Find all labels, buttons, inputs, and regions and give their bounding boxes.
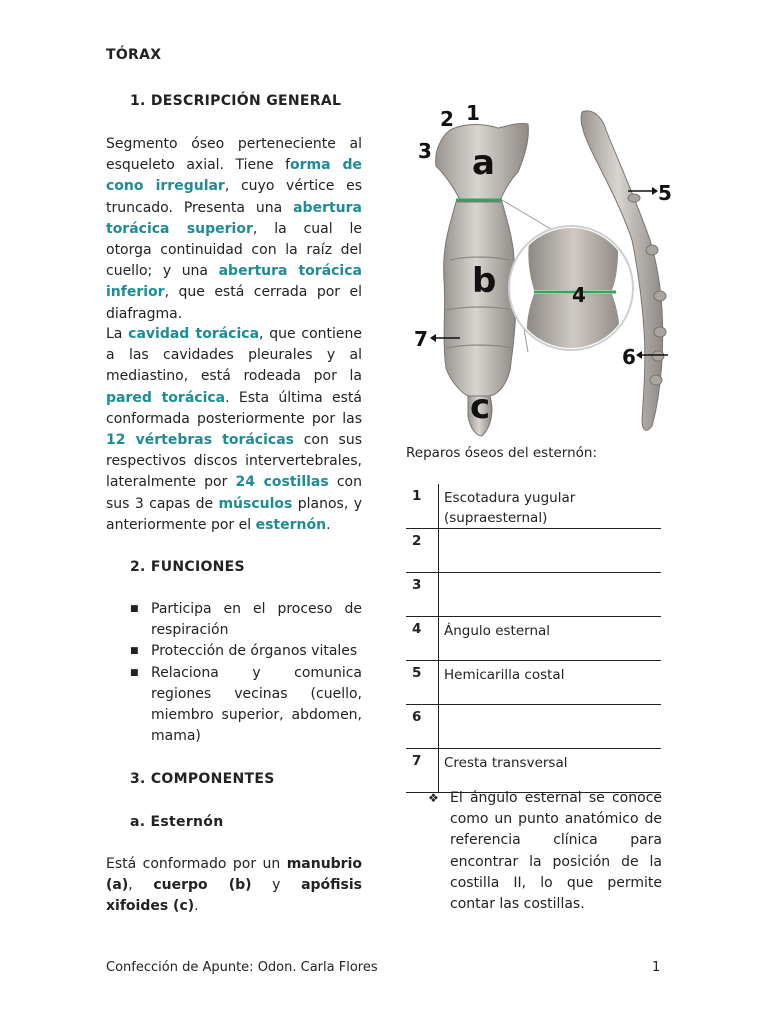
section-heading-componentes: 3. COMPONENTES xyxy=(130,771,275,787)
text-run: , la cual le otorga continuidad con la raíz del cuello; y una xyxy=(106,220,363,280)
reparos-table xyxy=(406,484,661,793)
paragraph-esternon xyxy=(106,854,362,918)
funciones-list xyxy=(130,599,362,747)
bullet-square-icon: ■ xyxy=(130,646,139,657)
table-row: 3 xyxy=(406,573,661,617)
table-row: 1 Escotadura yugular (supraesternal) xyxy=(406,484,661,529)
list-item: ■ Relaciona y comunica regiones vecinas (cuello, miembro superior, abdomen, mama) xyxy=(130,663,362,748)
label-6: 6 xyxy=(622,345,636,369)
list-item: ■ Participa en el proceso de respiración xyxy=(130,599,362,641)
label-b: b xyxy=(472,261,497,301)
label-4: 4 xyxy=(572,283,586,307)
highlighted-term: abertura torácica superior xyxy=(106,199,362,237)
text-run: planos, y anteriormente por el xyxy=(106,495,362,533)
bold-term: apófisis xifoides (c) xyxy=(106,877,363,915)
label-7: 7 xyxy=(414,327,428,351)
highlighted-term: 12 vértebras torácicas xyxy=(106,432,294,449)
section-heading-funciones: 2. FUNCIONES xyxy=(130,559,245,575)
label-5: 5 xyxy=(658,181,672,205)
label-c: c xyxy=(470,387,491,427)
text-run: . xyxy=(194,898,199,915)
bold-term: cuerpo (b) xyxy=(153,877,252,894)
highlighted-term: orma de cono irregular xyxy=(106,157,362,195)
table-row: 5 Hemicarilla costal xyxy=(406,661,661,705)
label-1: 1 xyxy=(466,101,480,125)
text-run: . Esta última está conformada posteriormente por las xyxy=(106,389,362,427)
text-run: Segmento óseo perteneciente al esqueleto axial. Tiene f xyxy=(106,136,362,174)
page-number: 1 xyxy=(652,960,661,975)
text-run: , xyxy=(128,877,154,894)
bullet-square-icon: ■ xyxy=(130,667,139,678)
section-heading-descripcion: 1. DESCRIPCIÓN GENERAL xyxy=(130,93,342,109)
highlighted-term: abertura torácica inferior xyxy=(106,263,362,301)
text-run: Está conformado por un xyxy=(106,856,287,872)
highlighted-term: pared torácica xyxy=(106,389,226,406)
label-2: 2 xyxy=(440,107,454,131)
text-run: con sus respectivos discos intervertebrales, lateralmente por xyxy=(106,432,362,491)
label-3: 3 xyxy=(418,139,432,163)
paragraph-cavidad xyxy=(106,324,362,536)
paragraph-descripcion xyxy=(106,134,362,325)
label-a: a xyxy=(472,143,495,183)
diamond-bullet-icon: ❖ xyxy=(428,791,439,805)
sternum-figure xyxy=(406,100,692,440)
sub-heading-esternon: a. Esternón xyxy=(130,814,224,830)
table-row: 2 xyxy=(406,529,661,573)
note-angulo-esternal: ❖ El ángulo esternal se conoce como un punto anatómico de referencia clínica para encontrar la posición de la costilla II, lo que permite contar las costillas. xyxy=(428,788,662,915)
footer-author: Confección de Apunte: Odon. Carla Flores xyxy=(106,960,378,975)
text-run: y xyxy=(251,877,302,894)
list-item: ■ Protección de órganos vitales xyxy=(130,641,362,662)
table-caption: Reparos óseos del esternón: xyxy=(406,445,598,461)
table-row: 4 Ángulo esternal xyxy=(406,617,661,661)
table-row: 6 xyxy=(406,705,661,749)
bold-term: manubrio (a) xyxy=(106,856,362,894)
highlighted-term: cavidad torácica xyxy=(128,326,260,342)
text-run: , que está cerrada por el diafragma. xyxy=(106,284,362,322)
bullet-square-icon: ■ xyxy=(130,604,139,614)
text-run: La xyxy=(106,326,129,342)
text-run: , que contiene a las cavidades pleurales y al mediastino, está rodeada por la xyxy=(106,326,362,385)
highlighted-term: 24 costillas xyxy=(235,474,329,491)
text-run: , cuyo vértice es truncado. Presenta una xyxy=(106,178,362,216)
page-title: TÓRAX xyxy=(106,47,162,63)
text-run: con sus 3 capas de xyxy=(106,474,362,512)
text-run: . xyxy=(326,516,331,533)
highlighted-term: músculos xyxy=(218,495,293,512)
table-row: 7 Cresta transversal xyxy=(406,749,661,793)
highlighted-term: esternón xyxy=(255,516,327,533)
